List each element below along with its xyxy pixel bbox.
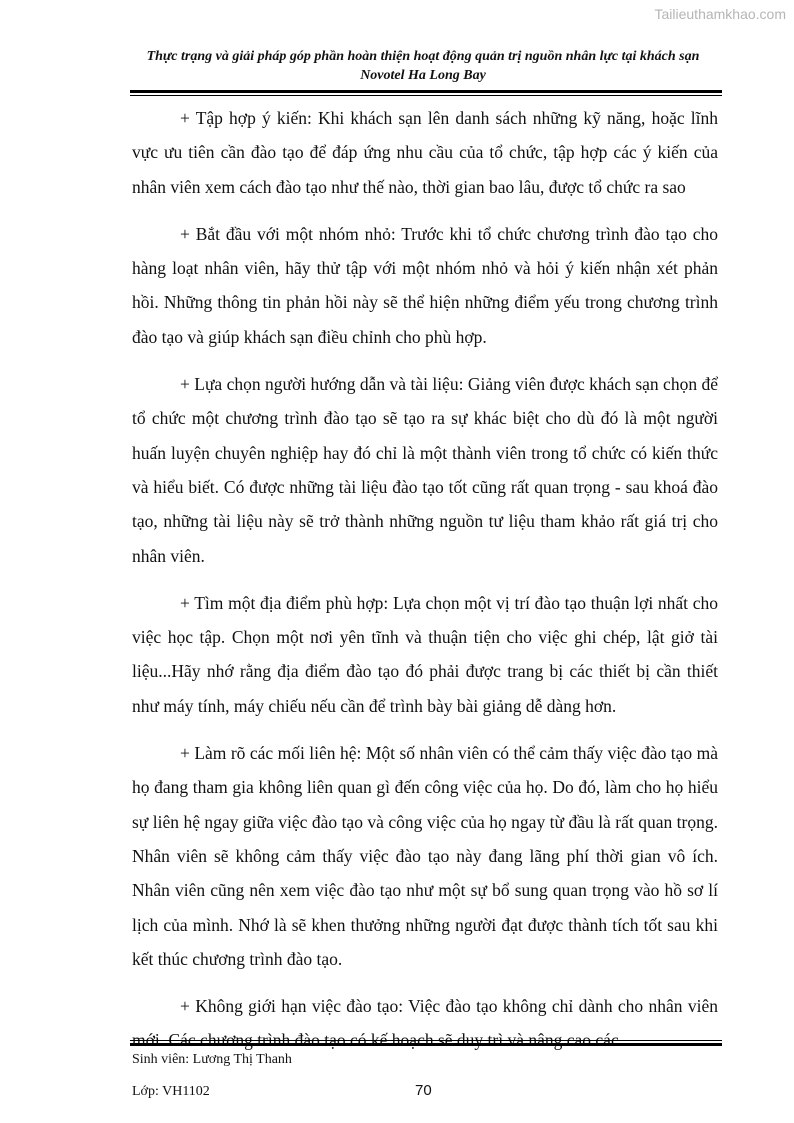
page-number: 70 — [415, 1082, 432, 1099]
paragraph: + Làm rõ các mối liên hệ: Một số nhân viên có thể cảm thấy việc đào tạo mà họ đang tham gia không liên quan gì đến công việc của họ. Do đó, làm cho họ hiểu sự liên hệ ngay giữa việc đào tạo và công việc của họ ngay từ đầu là rất quan trọng. Nhân viên sẽ không cảm thấy việc đào tạo này đang lãng phí thời gian vô ích. Nhân viên cũng nên xem việc đào tạo như một sự bổ sung quan trọng vào hồ sơ lí lịch của mình. Nhớ là sẽ khen thưởng những người đạt được thành tích tốt sau khi kết thúc chương trình đào tạo. — [132, 743, 718, 969]
footer-student: Sinh viên: Lương Thị Thanh — [132, 1052, 292, 1067]
header-rule-thick — [130, 90, 722, 93]
header-line-1: Thực trạng và giải pháp góp phần hoàn thiện hoạt động quản trị nguồn nhân lực tại khách sạn — [146, 49, 700, 64]
body-text — [132, 101, 718, 1071]
watermark: Tailieuthamkhao.com — [654, 6, 786, 22]
paragraph: + Bắt đầu với một nhóm nhỏ: Trước khi tổ chức chương trình đào tạo cho hàng loạt nhân viên, hãy thử tập với một nhóm nhỏ và hỏi ý kiến nhận xét phản hồi. Những thông tin phản hồi này sẽ thể hiện những điểm yếu trong chương trình đào tạo và giúp khách sạn điều chỉnh cho phù hợp. — [132, 223, 718, 347]
running-header — [118, 47, 728, 85]
footer-class: Lớp: VH1102 — [132, 1084, 210, 1099]
footer-rule-thin — [130, 1040, 722, 1041]
header-line-2: Novotel Ha Long Bay — [360, 68, 486, 83]
paragraph: + Tập hợp ý kiến: Khi khách sạn lên danh sách những kỹ năng, hoặc lĩnh vực ưu tiên cần đào tạo để đáp ứng nhu cầu của tổ chức, tập hợp các ý kiến của nhân viên xem cách đào tạo như thế nào, thời gian bao lâu, được tổ chức ra sao — [132, 108, 718, 197]
paragraph: + Lựa chọn người hướng dẫn và tài liệu: Giảng viên được khách sạn chọn để tổ chức một chương trình đào tạo sẽ tạo ra sự khác biệt cho dù đó là một người huấn luyện chuyên nghiệp hay đó chỉ là một thành viên trong tổ chức có kiến thức và hiểu biết. Có được những tài liệu đào tạo tốt cũng rất quan trọng - sau khoá đào tạo, những tài liệu này sẽ trở thành những nguồn tư liệu tham khảo rất giá trị cho nhân viên. — [132, 374, 718, 566]
paragraph: + Tìm một địa điểm phù hợp: Lựa chọn một vị trí đào tạo thuận lợi nhất cho việc học tập. Chọn một nơi yên tĩnh và thuận tiện cho việc ghi chép, lật giở tài liệu...Hãy nhớ rằng địa điểm đào tạo đó phải được trang bị các thiết bị cần thiết như máy tính, máy chiếu nếu cần để trình bày bài giảng dễ dàng hơn. — [132, 592, 718, 716]
footer-rule-thick — [130, 1043, 722, 1046]
paragraph: + Không giới hạn việc đào tạo: Việc đào tạo không chỉ dành cho nhân viên — [180, 996, 718, 1017]
header-rule-thin — [130, 95, 722, 96]
